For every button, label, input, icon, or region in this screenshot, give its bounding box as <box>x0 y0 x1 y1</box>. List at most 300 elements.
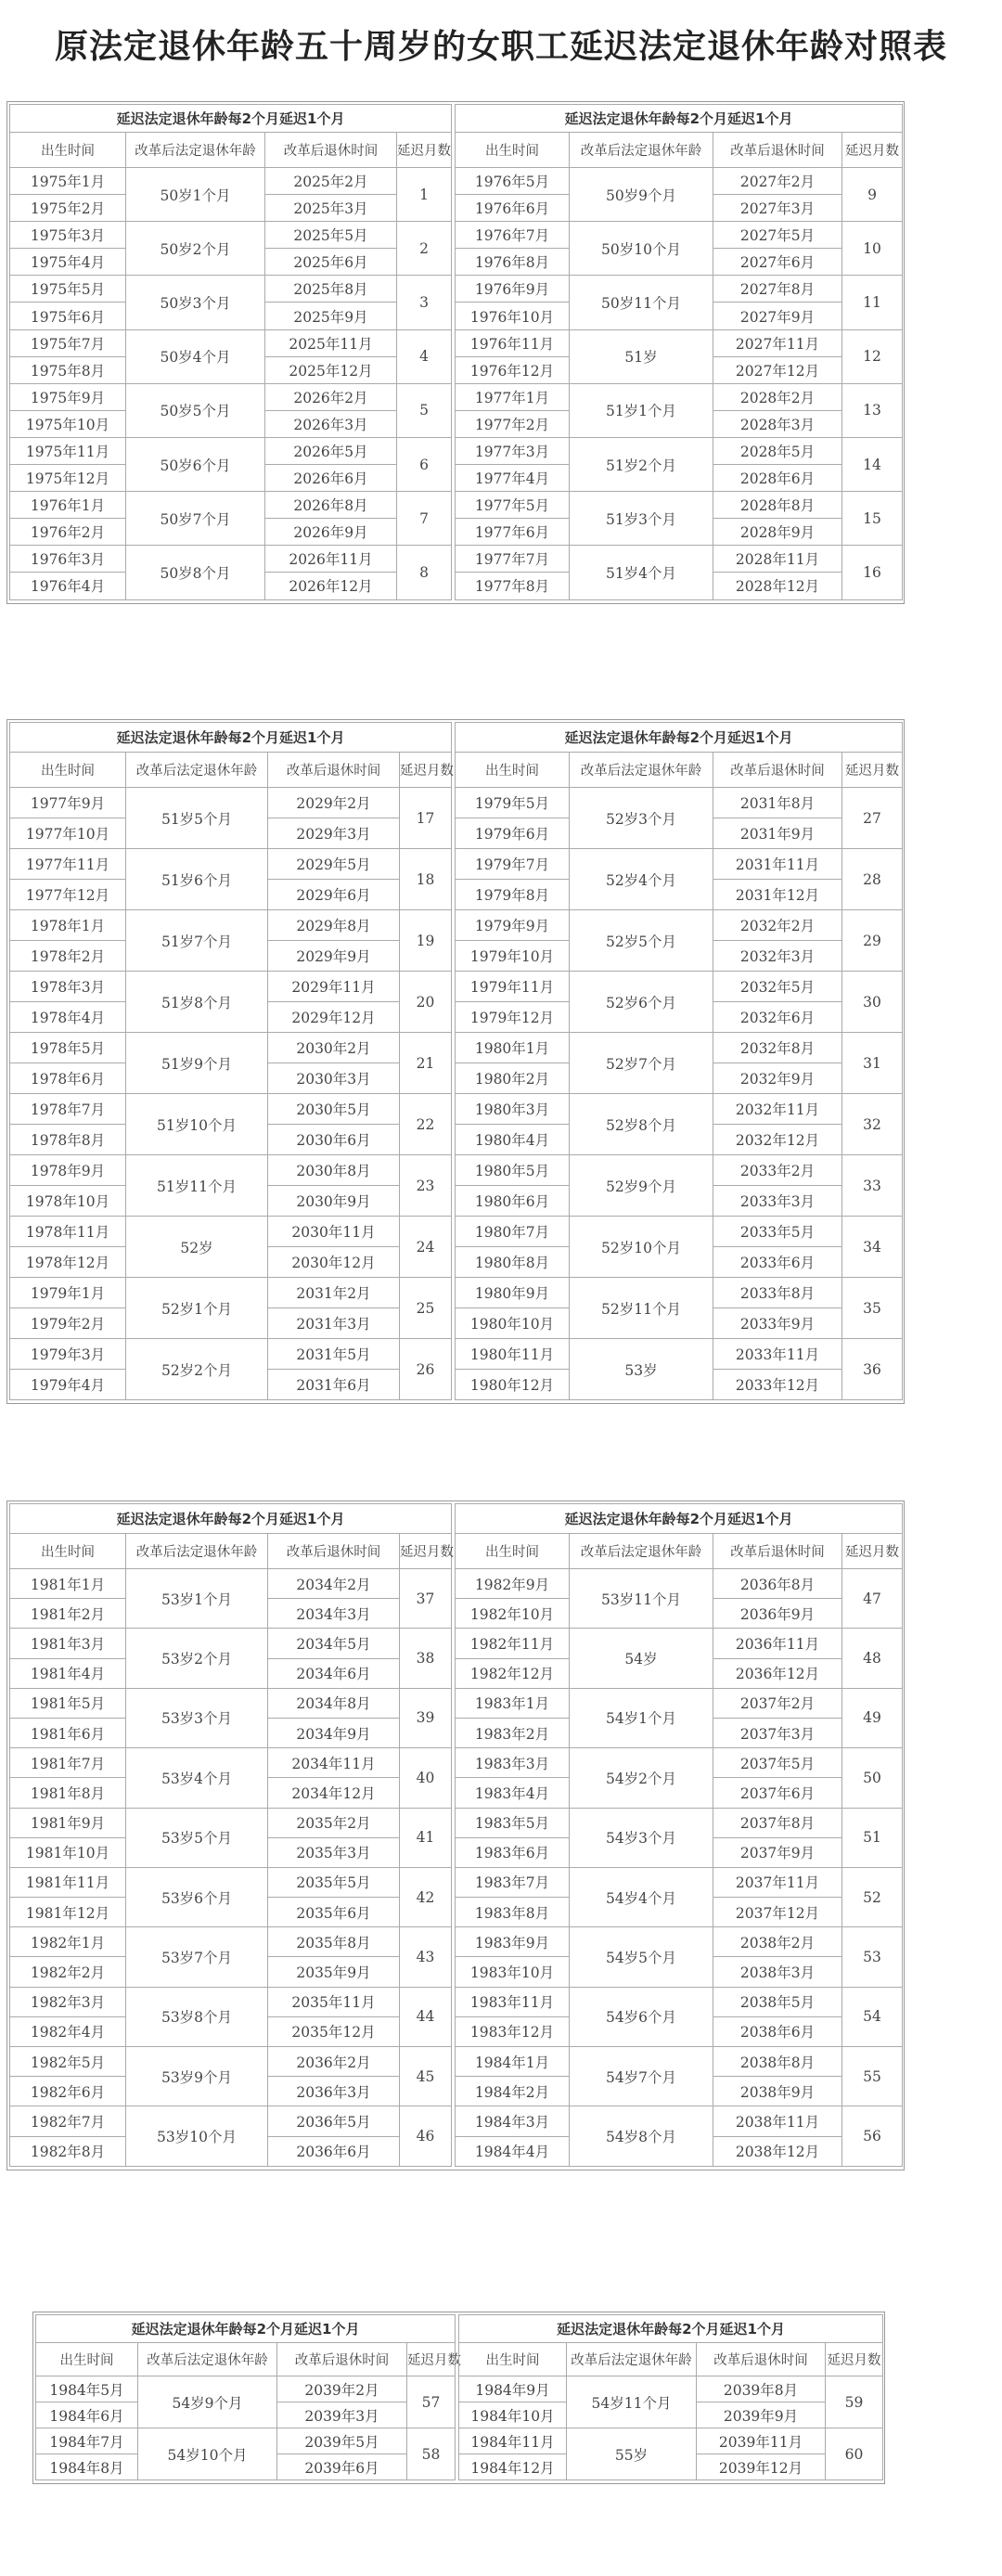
retirement-age-cell: 52岁10个月 <box>570 1217 713 1278</box>
birth-date-cell: 1981年10月 <box>10 1837 126 1867</box>
delay-months-cell: 12 <box>842 329 903 383</box>
retirement-time-cell: 2037年12月 <box>713 1898 842 1927</box>
birth-date-cell: 1978年4月 <box>10 1002 126 1033</box>
retirement-time-cell: 2033年6月 <box>713 1247 842 1278</box>
retirement-time-cell: 2031年11月 <box>713 849 842 880</box>
birth-date-cell: 1984年11月 <box>459 2428 567 2454</box>
table-row <box>456 168 903 195</box>
table-row <box>456 972 903 1002</box>
retirement-time-cell: 2037年9月 <box>713 1837 842 1867</box>
retirement-time-cell: 2038年8月 <box>713 2047 842 2077</box>
column-birth-date: 出生时间 <box>456 753 570 788</box>
retirement-time-cell: 2031年2月 <box>268 1278 400 1308</box>
birth-date-cell: 1976年3月 <box>10 546 126 573</box>
delay-months-cell: 30 <box>842 972 903 1033</box>
column-retirement-time: 改革后退休时间 <box>268 753 400 788</box>
table-row <box>10 437 452 464</box>
retirement-age-cell: 53岁5个月 <box>126 1808 268 1867</box>
delay-months-cell: 23 <box>400 1155 452 1217</box>
retirement-time-cell: 2028年3月 <box>713 410 842 437</box>
delay-months-cell: 44 <box>400 1987 452 2046</box>
retirement-time-cell: 2031年12月 <box>713 880 842 910</box>
column-retirement-age: 改革后法定退休年龄 <box>570 1534 713 1569</box>
retirement-time-cell: 2029年5月 <box>268 849 400 880</box>
delay-months-cell: 48 <box>842 1629 903 1688</box>
birth-date-cell: 1979年11月 <box>456 972 570 1002</box>
birth-date-cell: 1984年3月 <box>456 2106 570 2136</box>
table-row <box>456 1688 903 1718</box>
retirement-age-cell: 51岁3个月 <box>570 492 713 546</box>
birth-date-cell: 1978年3月 <box>10 972 126 1002</box>
delay-months-cell: 24 <box>400 1217 452 1278</box>
retirement-age-cell: 52岁8个月 <box>570 1094 713 1155</box>
birth-date-cell: 1975年10月 <box>10 410 126 437</box>
retirement-time-cell: 2038年12月 <box>713 2136 842 2166</box>
table-row <box>456 1094 903 1125</box>
birth-date-cell: 1980年3月 <box>456 1094 570 1125</box>
birth-date-cell: 1978年1月 <box>10 910 126 941</box>
column-birth-date: 出生时间 <box>10 133 126 168</box>
birth-date-cell: 1979年3月 <box>10 1339 126 1370</box>
column-retirement-age: 改革后法定退休年龄 <box>126 753 268 788</box>
birth-date-cell: 1976年10月 <box>456 303 570 329</box>
retirement-time-cell: 2034年9月 <box>268 1718 400 1747</box>
delay-months-cell: 34 <box>842 1217 903 1278</box>
retirement-time-cell: 2026年5月 <box>265 437 397 464</box>
retirement-time-cell: 2025年2月 <box>265 168 397 195</box>
delay-months-cell: 28 <box>842 849 903 910</box>
birth-date-cell: 1978年5月 <box>10 1033 126 1063</box>
column-retirement-age: 改革后法定退休年龄 <box>567 2343 697 2376</box>
birth-date-cell: 1976年12月 <box>456 356 570 383</box>
retirement-time-cell: 2030年11月 <box>268 1217 400 1247</box>
delay-months-cell: 4 <box>397 329 452 383</box>
birth-date-cell: 1984年8月 <box>36 2454 138 2480</box>
birth-date-cell: 1984年9月 <box>459 2376 567 2402</box>
delay-months-cell: 10 <box>842 222 903 276</box>
birth-date-cell: 1978年11月 <box>10 1217 126 1247</box>
column-retirement-age: 改革后法定退休年龄 <box>570 133 713 168</box>
birth-date-cell: 1983年6月 <box>456 1837 570 1867</box>
birth-date-cell: 1983年12月 <box>456 2016 570 2046</box>
retirement-age-cell: 54岁2个月 <box>570 1748 713 1808</box>
retirement-time-cell: 2027年8月 <box>713 276 842 303</box>
retirement-time-cell: 2029年8月 <box>268 910 400 941</box>
table-row <box>10 972 452 1002</box>
retirement-age-cell: 52岁5个月 <box>570 910 713 972</box>
birth-date-cell: 1975年9月 <box>10 383 126 410</box>
retirement-time-cell: 2027年3月 <box>713 195 842 222</box>
table-row <box>456 1155 903 1186</box>
column-retirement-age: 改革后法定退休年龄 <box>138 2343 277 2376</box>
retirement-time-cell: 2033年2月 <box>713 1155 842 1186</box>
retirement-time-cell: 2033年11月 <box>713 1339 842 1370</box>
birth-date-cell: 1983年3月 <box>456 1748 570 1778</box>
birth-date-cell: 1979年7月 <box>456 849 570 880</box>
table-row <box>456 1748 903 1778</box>
retirement-time-cell: 2025年3月 <box>265 195 397 222</box>
birth-date-cell: 1977年12月 <box>10 880 126 910</box>
delay-months-cell: 6 <box>397 437 452 491</box>
birth-date-cell: 1977年4月 <box>456 465 570 492</box>
retirement-time-cell: 2025年6月 <box>265 249 397 276</box>
delay-months-cell: 13 <box>842 383 903 437</box>
retirement-time-cell: 2036年9月 <box>713 1599 842 1629</box>
retirement-time-cell: 2035年12月 <box>268 2016 400 2046</box>
birth-date-cell: 1979年10月 <box>456 941 570 972</box>
retirement-time-cell: 2026年11月 <box>265 546 397 573</box>
birth-date-cell: 1975年1月 <box>10 168 126 195</box>
retirement-time-cell: 2039年12月 <box>697 2454 826 2480</box>
retirement-age-cell: 50岁1个月 <box>126 168 265 222</box>
retirement-time-cell: 2029年6月 <box>268 880 400 910</box>
retirement-time-cell: 2032年12月 <box>713 1125 842 1155</box>
birth-date-cell: 1982年2月 <box>10 1957 126 1987</box>
retirement-time-cell: 2028年8月 <box>713 492 842 519</box>
retirement-time-cell: 2038年11月 <box>713 2106 842 2136</box>
birth-date-cell: 1979年8月 <box>456 880 570 910</box>
table-row <box>10 849 452 880</box>
retirement-age-cell: 52岁3个月 <box>570 788 713 849</box>
retirement-age-cell: 53岁9个月 <box>126 2047 268 2106</box>
delay-months-cell: 45 <box>400 2047 452 2106</box>
birth-date-cell: 1984年2月 <box>456 2077 570 2106</box>
delay-months-cell: 2 <box>397 222 452 276</box>
table-row <box>456 910 903 941</box>
birth-date-cell: 1982年4月 <box>10 2016 126 2046</box>
retirement-table-left <box>9 722 452 1400</box>
table-header: 延迟法定退休年龄每2个月延迟1个月 <box>456 1504 903 1534</box>
column-birth-date: 出生时间 <box>10 753 126 788</box>
table-row <box>456 329 903 356</box>
retirement-time-cell: 2039年5月 <box>277 2428 407 2454</box>
column-retirement-age: 改革后法定退休年龄 <box>126 1534 268 1569</box>
birth-date-cell: 1981年5月 <box>10 1688 126 1718</box>
table-header: 延迟法定退休年龄每2个月延迟1个月 <box>456 105 903 133</box>
retirement-age-cell: 53岁3个月 <box>126 1688 268 1747</box>
retirement-time-cell: 2037年3月 <box>713 1718 842 1747</box>
table-row <box>456 1629 903 1658</box>
retirement-time-cell: 2031年8月 <box>713 788 842 818</box>
retirement-time-cell: 2031年9月 <box>713 818 842 849</box>
table-row <box>10 1155 452 1186</box>
retirement-age-cell: 50岁10个月 <box>570 222 713 276</box>
table-row <box>10 2047 452 2077</box>
retirement-time-cell: 2028年9月 <box>713 519 842 546</box>
column-delay-months: 延迟月数 <box>842 753 903 788</box>
retirement-time-cell: 2034年2月 <box>268 1569 400 1599</box>
delay-months-cell: 53 <box>842 1927 903 1987</box>
table-header: 延迟法定退休年龄每2个月延迟1个月 <box>36 2315 456 2343</box>
table-row <box>10 1094 452 1125</box>
delay-months-cell: 39 <box>400 1688 452 1747</box>
retirement-time-cell: 2034年8月 <box>268 1688 400 1718</box>
table-row <box>456 1808 903 1837</box>
column-delay-months: 延迟月数 <box>400 1534 452 1569</box>
retirement-time-cell: 2038年2月 <box>713 1927 842 1957</box>
retirement-time-cell: 2036年2月 <box>268 2047 400 2077</box>
birth-date-cell: 1976年6月 <box>456 195 570 222</box>
retirement-age-cell: 52岁2个月 <box>126 1339 268 1400</box>
retirement-time-cell: 2035年3月 <box>268 1837 400 1867</box>
birth-date-cell: 1979年1月 <box>10 1278 126 1308</box>
birth-date-cell: 1979年9月 <box>456 910 570 941</box>
retirement-table-right <box>455 722 903 1400</box>
retirement-time-cell: 2033年5月 <box>713 1217 842 1247</box>
retirement-time-cell: 2036年6月 <box>268 2136 400 2166</box>
birth-date-cell: 1983年9月 <box>456 1927 570 1957</box>
retirement-time-cell: 2033年9月 <box>713 1308 842 1339</box>
retirement-time-cell: 2032年8月 <box>713 1033 842 1063</box>
birth-date-cell: 1981年12月 <box>10 1898 126 1927</box>
retirement-time-cell: 2026年9月 <box>265 519 397 546</box>
delay-months-cell: 46 <box>400 2106 452 2166</box>
delay-months-cell: 8 <box>397 546 452 599</box>
table-row <box>10 2106 452 2136</box>
birth-date-cell: 1979年6月 <box>456 818 570 849</box>
delay-months-cell: 52 <box>842 1867 903 1926</box>
retirement-time-cell: 2035年9月 <box>268 1957 400 1987</box>
birth-date-cell: 1975年3月 <box>10 222 126 249</box>
column-retirement-age: 改革后法定退休年龄 <box>570 753 713 788</box>
delay-months-cell: 21 <box>400 1033 452 1094</box>
birth-date-cell: 1977年2月 <box>456 410 570 437</box>
column-retirement-time: 改革后退休时间 <box>713 1534 842 1569</box>
birth-date-cell: 1980年9月 <box>456 1278 570 1308</box>
retirement-time-cell: 2032年11月 <box>713 1094 842 1125</box>
retirement-age-cell: 50岁5个月 <box>126 383 265 437</box>
retirement-age-cell: 54岁1个月 <box>570 1688 713 1747</box>
retirement-age-cell: 54岁4个月 <box>570 1867 713 1926</box>
table-row <box>456 383 903 410</box>
retirement-age-cell: 50岁6个月 <box>126 437 265 491</box>
birth-date-cell: 1984年12月 <box>459 2454 567 2480</box>
delay-months-cell: 32 <box>842 1094 903 1155</box>
delay-months-cell: 56 <box>842 2106 903 2166</box>
retirement-time-cell: 2030年2月 <box>268 1033 400 1063</box>
retirement-age-cell: 51岁6个月 <box>126 849 268 910</box>
table-row <box>456 2106 903 2136</box>
retirement-age-cell: 51岁 <box>570 329 713 383</box>
delay-months-cell: 14 <box>842 437 903 491</box>
birth-date-cell: 1976年9月 <box>456 276 570 303</box>
retirement-time-cell: 2033年12月 <box>713 1370 842 1400</box>
birth-date-cell: 1983年11月 <box>456 1987 570 2016</box>
retirement-table-right <box>455 104 903 600</box>
retirement-time-cell: 2025年11月 <box>265 329 397 356</box>
table-row <box>456 1339 903 1370</box>
column-birth-date: 出生时间 <box>456 133 570 168</box>
column-birth-date: 出生时间 <box>36 2343 138 2376</box>
delay-months-cell: 41 <box>400 1808 452 1867</box>
birth-date-cell: 1976年5月 <box>456 168 570 195</box>
birth-date-cell: 1977年9月 <box>10 788 126 818</box>
birth-date-cell: 1977年11月 <box>10 849 126 880</box>
birth-date-cell: 1983年4月 <box>456 1778 570 1808</box>
table-row <box>10 1033 452 1063</box>
table-row <box>456 849 903 880</box>
retirement-time-cell: 2029年9月 <box>268 941 400 972</box>
delay-months-cell: 43 <box>400 1927 452 1987</box>
delay-months-cell: 58 <box>407 2428 456 2480</box>
retirement-age-cell: 53岁 <box>570 1339 713 1400</box>
retirement-time-cell: 2036年3月 <box>268 2077 400 2106</box>
table-row <box>36 2376 456 2402</box>
retirement-age-cell: 54岁3个月 <box>570 1808 713 1867</box>
column-retirement-time: 改革后退休时间 <box>713 133 842 168</box>
retirement-time-cell: 2034年6月 <box>268 1658 400 1688</box>
retirement-time-cell: 2033年8月 <box>713 1278 842 1308</box>
column-delay-months: 延迟月数 <box>407 2343 456 2376</box>
retirement-time-cell: 2027年6月 <box>713 249 842 276</box>
retirement-age-cell: 52岁9个月 <box>570 1155 713 1217</box>
retirement-time-cell: 2038年5月 <box>713 1987 842 2016</box>
birth-date-cell: 1983年10月 <box>456 1957 570 1987</box>
retirement-table-left <box>9 1503 452 2167</box>
retirement-age-cell: 54岁7个月 <box>570 2047 713 2106</box>
birth-date-cell: 1976年1月 <box>10 492 126 519</box>
birth-date-cell: 1982年12月 <box>456 1658 570 1688</box>
table-row <box>10 1278 452 1308</box>
retirement-time-cell: 2030年6月 <box>268 1125 400 1155</box>
delay-months-cell: 54 <box>842 1987 903 2046</box>
birth-date-cell: 1976年8月 <box>456 249 570 276</box>
retirement-age-cell: 54岁8个月 <box>570 2106 713 2166</box>
retirement-table-left <box>9 104 452 600</box>
delay-months-cell: 25 <box>400 1278 452 1339</box>
retirement-age-cell: 50岁4个月 <box>126 329 265 383</box>
retirement-time-cell: 2027年11月 <box>713 329 842 356</box>
retirement-time-cell: 2037年2月 <box>713 1688 842 1718</box>
birth-date-cell: 1975年7月 <box>10 329 126 356</box>
delay-months-cell: 3 <box>397 276 452 329</box>
delay-months-cell: 7 <box>397 492 452 546</box>
birth-date-cell: 1982年3月 <box>10 1987 126 2016</box>
delay-months-cell: 49 <box>842 1688 903 1747</box>
retirement-time-cell: 2028年5月 <box>713 437 842 464</box>
birth-date-cell: 1981年2月 <box>10 1599 126 1629</box>
birth-date-cell: 1983年8月 <box>456 1898 570 1927</box>
column-delay-months: 延迟月数 <box>842 1534 903 1569</box>
table-row <box>456 1217 903 1247</box>
table-row <box>459 2376 883 2402</box>
retirement-time-cell: 2039年2月 <box>277 2376 407 2402</box>
birth-date-cell: 1980年8月 <box>456 1247 570 1278</box>
table-row <box>456 1927 903 1957</box>
delay-months-cell: 40 <box>400 1748 452 1808</box>
birth-date-cell: 1981年4月 <box>10 1658 126 1688</box>
retirement-time-cell: 2034年5月 <box>268 1629 400 1658</box>
retirement-time-cell: 2037年5月 <box>713 1748 842 1778</box>
retirement-age-cell: 53岁1个月 <box>126 1569 268 1629</box>
retirement-age-cell: 50岁3个月 <box>126 276 265 329</box>
table-row <box>10 222 452 249</box>
birth-date-cell: 1983年1月 <box>456 1688 570 1718</box>
delay-months-cell: 5 <box>397 383 452 437</box>
birth-date-cell: 1977年3月 <box>456 437 570 464</box>
delay-months-cell: 17 <box>400 788 452 849</box>
retirement-table-right <box>458 2314 883 2480</box>
retirement-time-cell: 2026年2月 <box>265 383 397 410</box>
delay-months-cell: 1 <box>397 168 452 222</box>
birth-date-cell: 1979年5月 <box>456 788 570 818</box>
delay-months-cell: 42 <box>400 1867 452 1926</box>
retirement-age-cell: 53岁11个月 <box>570 1569 713 1629</box>
retirement-time-cell: 2037年11月 <box>713 1867 842 1897</box>
birth-date-cell: 1977年5月 <box>456 492 570 519</box>
retirement-age-cell: 53岁2个月 <box>126 1629 268 1688</box>
birth-date-cell: 1980年12月 <box>456 1370 570 1400</box>
table-row <box>456 1867 903 1897</box>
table-row <box>10 168 452 195</box>
page-title: 原法定退休年龄五十周岁的女职工延迟法定退休年龄对照表 <box>54 27 947 66</box>
birth-date-cell: 1978年9月 <box>10 1155 126 1186</box>
retirement-time-cell: 2028年12月 <box>713 573 842 599</box>
table-row <box>10 788 452 818</box>
table-row <box>10 546 452 573</box>
retirement-time-cell: 2034年11月 <box>268 1748 400 1778</box>
retirement-time-cell: 2038年6月 <box>713 2016 842 2046</box>
delay-months-cell: 19 <box>400 910 452 972</box>
birth-date-cell: 1975年2月 <box>10 195 126 222</box>
retirement-age-cell: 53岁4个月 <box>126 1748 268 1808</box>
retirement-age-cell: 51岁2个月 <box>570 437 713 491</box>
birth-date-cell: 1977年6月 <box>456 519 570 546</box>
table-row <box>10 1927 452 1957</box>
retirement-time-cell: 2027年12月 <box>713 356 842 383</box>
birth-date-cell: 1981年8月 <box>10 1778 126 1808</box>
table-row <box>456 1033 903 1063</box>
retirement-age-cell: 50岁2个月 <box>126 222 265 276</box>
retirement-age-cell: 51岁5个月 <box>126 788 268 849</box>
retirement-time-cell: 2031年3月 <box>268 1308 400 1339</box>
birth-date-cell: 1976年4月 <box>10 573 126 599</box>
retirement-age-cell: 54岁9个月 <box>138 2376 277 2428</box>
birth-date-cell: 1980年2月 <box>456 1063 570 1094</box>
retirement-time-cell: 2036年11月 <box>713 1629 842 1658</box>
retirement-age-cell: 53岁10个月 <box>126 2106 268 2166</box>
retirement-time-cell: 2032年2月 <box>713 910 842 941</box>
column-retirement-time: 改革后退休时间 <box>268 1534 400 1569</box>
table-row <box>456 492 903 519</box>
retirement-time-cell: 2037年8月 <box>713 1808 842 1837</box>
birth-date-cell: 1979年4月 <box>10 1370 126 1400</box>
column-birth-date: 出生时间 <box>10 1534 126 1569</box>
retirement-time-cell: 2029年2月 <box>268 788 400 818</box>
retirement-time-cell: 2026年3月 <box>265 410 397 437</box>
retirement-age-cell: 52岁1个月 <box>126 1278 268 1339</box>
retirement-time-cell: 2025年9月 <box>265 303 397 329</box>
birth-date-cell: 1981年3月 <box>10 1629 126 1658</box>
birth-date-cell: 1978年7月 <box>10 1094 126 1125</box>
birth-date-cell: 1978年10月 <box>10 1186 126 1217</box>
retirement-age-cell: 51岁11个月 <box>126 1155 268 1217</box>
birth-date-cell: 1980年11月 <box>456 1339 570 1370</box>
retirement-time-cell: 2030年8月 <box>268 1155 400 1186</box>
delay-months-cell: 20 <box>400 972 452 1033</box>
birth-date-cell: 1977年10月 <box>10 818 126 849</box>
delay-months-cell: 16 <box>842 546 903 599</box>
birth-date-cell: 1978年6月 <box>10 1063 126 1094</box>
delay-months-cell: 60 <box>826 2428 883 2480</box>
retirement-time-cell: 2026年12月 <box>265 573 397 599</box>
birth-date-cell: 1981年6月 <box>10 1718 126 1747</box>
birth-date-cell: 1979年12月 <box>456 1002 570 1033</box>
retirement-time-cell: 2039年9月 <box>697 2402 826 2428</box>
retirement-time-cell: 2029年12月 <box>268 1002 400 1033</box>
birth-date-cell: 1984年1月 <box>456 2047 570 2077</box>
delay-months-cell: 50 <box>842 1748 903 1808</box>
